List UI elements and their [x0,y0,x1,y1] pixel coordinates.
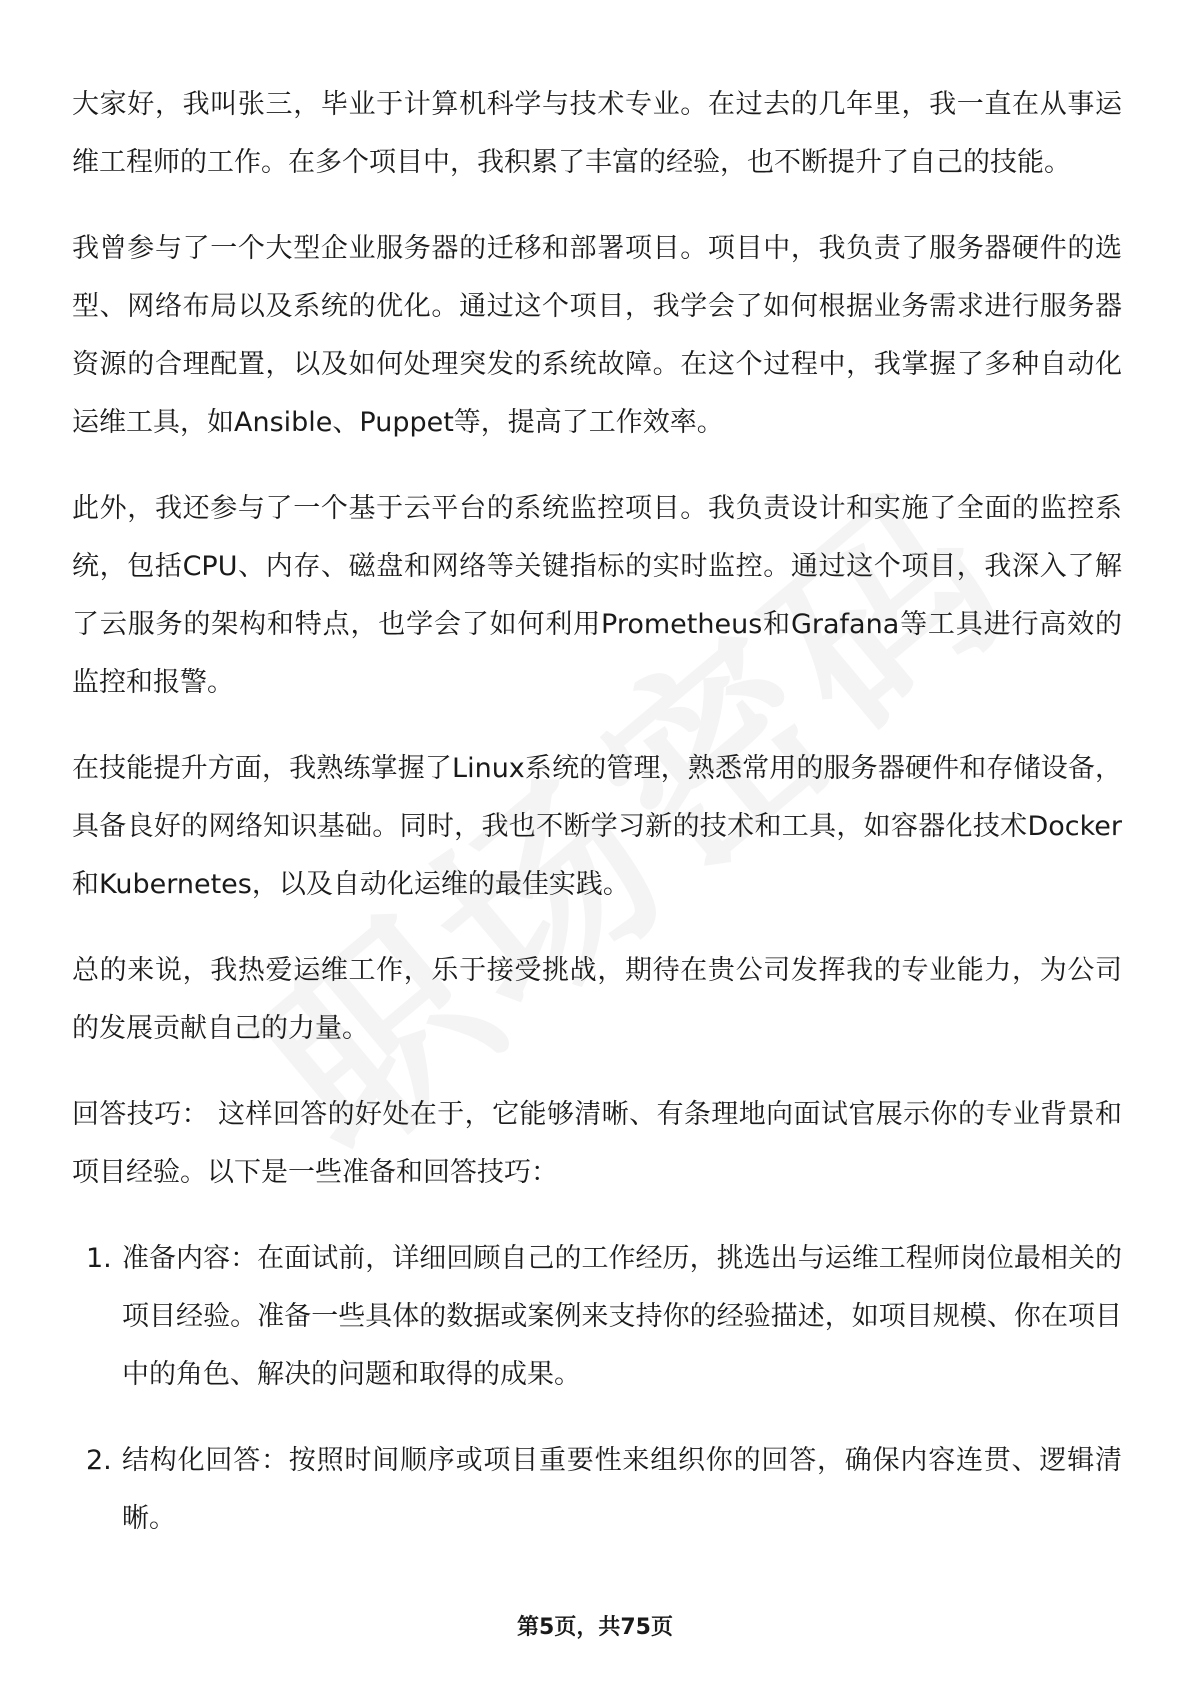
list-item [72,1432,1122,1548]
list-item-text: 准备内容：在面试前，详细回顾自己的工作经历，挑选出与运维工程师岗位最相关的项目经验。准备一些具体的数据或案例来支持你的经验描述，如项目规模、你在项目中的角色、解决的问题和取得的成果。 [122,1243,1122,1390]
page-number: 第5页，共75页 [517,1615,673,1640]
paragraph-summary: 总的来说，我热爱运维工作，乐于接受挑战，期待在贵公司发挥我的专业能力，为公司的发展贡献自己的力量。 [72,955,1122,1044]
paragraph-monitoring-project: 此外，我还参与了一个基于云平台的系统监控项目。我负责设计和实施了全面的监控系统，包括CPU、内存、磁盘和网络等关键指标的实时监控。通过这个项目，我深入了解了云服务的架构和特点，也学会了如何利用Prometheus和Grafana等工具进行高效的监控和报警。 [72,493,1122,698]
paragraph-migration-project: 我曾参与了一个大型企业服务器的迁移和部署项目。项目中，我负责了服务器硬件的选型、网络布局以及系统的优化。通过这个项目，我学会了如何根据业务需求进行服务器资源的合理配置，以及如何处理突发的系统故障。在这个过程中，我掌握了多种自动化运维工具，如Ansible、Puppet等，提高了工作效率。 [72,233,1122,438]
tips-list [72,1230,1122,1548]
paragraph-intro: 大家好，我叫张三，毕业于计算机科学与技术专业。在过去的几年里，我一直在从事运维工程师的工作。在多个项目中，我积累了丰富的经验，也不断提升了自己的技能。 [72,89,1122,178]
list-item [72,1230,1122,1404]
list-item-text: 结构化回答：按照时间顺序或项目重要性来组织你的回答，确保内容连贯、逻辑清晰。 [122,1445,1122,1534]
paragraph-answer-tips: 回答技巧： 这样回答的好处在于，它能够清晰、有条理地向面试官展示你的专业背景和项目经验。以下是一些准备和回答技巧： [72,1099,1122,1188]
paragraph-skills: 在技能提升方面，我熟练掌握了Linux系统的管理，熟悉常用的服务器硬件和存储设备，具备良好的网络知识基础。同时，我也不断学习新的技术和工具，如容器化技术Docker和Kubernetes，以及自动化运维的最佳实践。 [72,753,1122,900]
list-item-number: 2. [86,1445,112,1476]
page-content [72,76,1122,1576]
list-item-number: 1. [86,1243,112,1274]
